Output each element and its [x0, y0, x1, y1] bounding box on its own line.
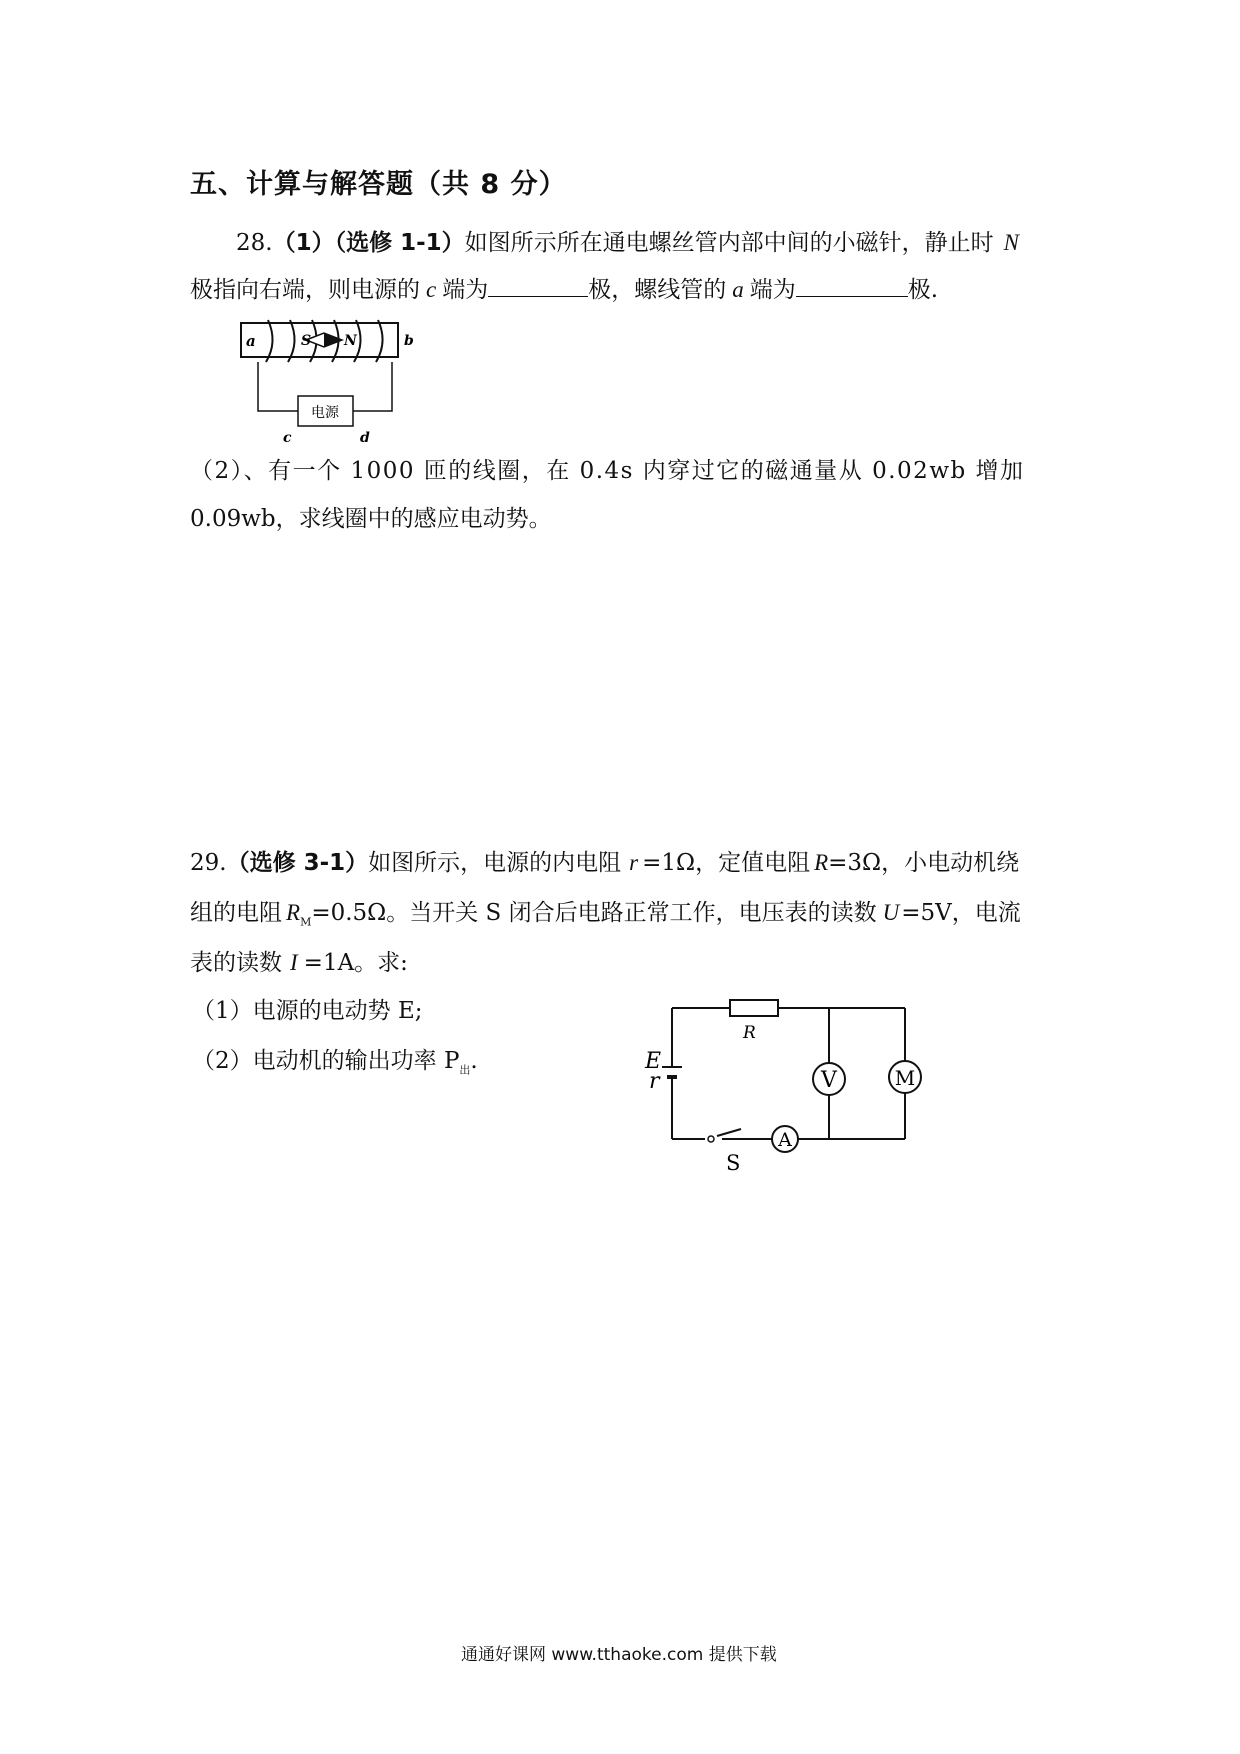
wire-left — [258, 362, 298, 411]
q29-line3-text-b: =1A。求: — [303, 950, 408, 976]
label-S: S — [726, 1151, 741, 1175]
label-b: b — [404, 333, 414, 349]
label-N: N — [344, 333, 357, 349]
switch-pivot — [708, 1136, 714, 1142]
q28-part2-line1: （2）、有一个 1000 匝的线圈，在 0.4s 内穿过它的磁通量从 0.02wb 增加 — [190, 458, 1025, 484]
q29-line2-text-c: =5V，电流 — [901, 900, 1021, 926]
label-d: d — [360, 430, 370, 446]
resistor-R — [730, 1000, 778, 1016]
answer-blank-c[interactable] — [488, 274, 588, 297]
q28-number: 28. — [236, 230, 273, 256]
q29-sub1: （1）电源的电动势 E; — [192, 998, 423, 1024]
q29-line2-text-a: 组的电阻 — [190, 900, 282, 926]
q29-line3-text-a: 表的读数 — [190, 950, 282, 976]
q29-sub2-text: （2）电动机的输出功率 P — [192, 1048, 460, 1074]
q28-line2 — [190, 274, 938, 305]
answer-blank-a[interactable] — [796, 274, 908, 297]
q28-line2-text-e: 极. — [907, 277, 939, 303]
wire-right — [353, 362, 392, 411]
q29-line1 — [190, 848, 1019, 878]
q28-line2-text-b: 端为 — [442, 277, 489, 303]
label-R: R — [743, 1023, 756, 1043]
q28-part1-text: 如图所示所在通电螺丝管内部中间的小磁针，静止时 — [464, 230, 994, 256]
label-c: c — [283, 430, 292, 446]
footer-credit: 通通好课网 www.tthaoke.com 提供下载 — [461, 1645, 777, 1665]
var-U: U — [882, 900, 900, 925]
var-RM: R — [286, 900, 301, 925]
power-source-label: 电源 — [311, 405, 339, 421]
section-title: 五、计算与解答题（共 8 分） — [190, 169, 567, 200]
var-N: N — [1003, 230, 1019, 255]
label-V: V — [821, 1068, 837, 1093]
var-R: R — [814, 850, 829, 875]
var-c: c — [426, 277, 437, 302]
q29-line1-text-a: 如图所示，电源的内电阻 — [368, 850, 622, 876]
circuit-figure — [640, 995, 930, 1190]
sub-M: M — [300, 915, 312, 929]
q28-line2-text-c: 极，螺线管的 — [588, 277, 727, 303]
label-r: r — [649, 1069, 660, 1094]
q28-part2-line2: 0.09wb，求线圈中的感应电动势。 — [190, 506, 552, 532]
circuit-wires — [672, 1008, 905, 1139]
q28-line1 — [236, 228, 1019, 258]
q29-sub2 — [192, 1046, 478, 1086]
solenoid-figure — [238, 318, 428, 446]
q29-mark: （选修 3-1） — [226, 850, 369, 876]
q29-sub2-end: . — [470, 1048, 478, 1074]
q28-part1-mark: （1）（选修 1-1） — [272, 230, 465, 256]
var-a: a — [732, 277, 744, 302]
label-E: E — [645, 1049, 662, 1074]
var-r: r — [629, 850, 639, 875]
sub-chu: 出 — [459, 1063, 471, 1077]
label-M: M — [894, 1066, 916, 1090]
label-S: S — [301, 333, 312, 349]
q28-line2-text-d: 端为 — [749, 277, 796, 303]
label-a: a — [246, 332, 256, 350]
q29-line2-text-b: =0.5Ω。当开关 S 闭合后电路正常工作，电压表的读数 — [311, 900, 877, 926]
q29-number: 29. — [190, 850, 227, 876]
q29-line1-text-b: =1Ω，定值电阻 — [642, 850, 811, 876]
q28-line2-text-a: 极指向右端，则电源的 — [190, 277, 420, 303]
q29-line3 — [190, 948, 408, 978]
var-I: I — [290, 950, 298, 975]
q29-line2 — [190, 898, 1021, 938]
label-A: A — [778, 1129, 792, 1151]
q29-line1-text-c: =3Ω，小电动机绕 — [828, 850, 1020, 876]
